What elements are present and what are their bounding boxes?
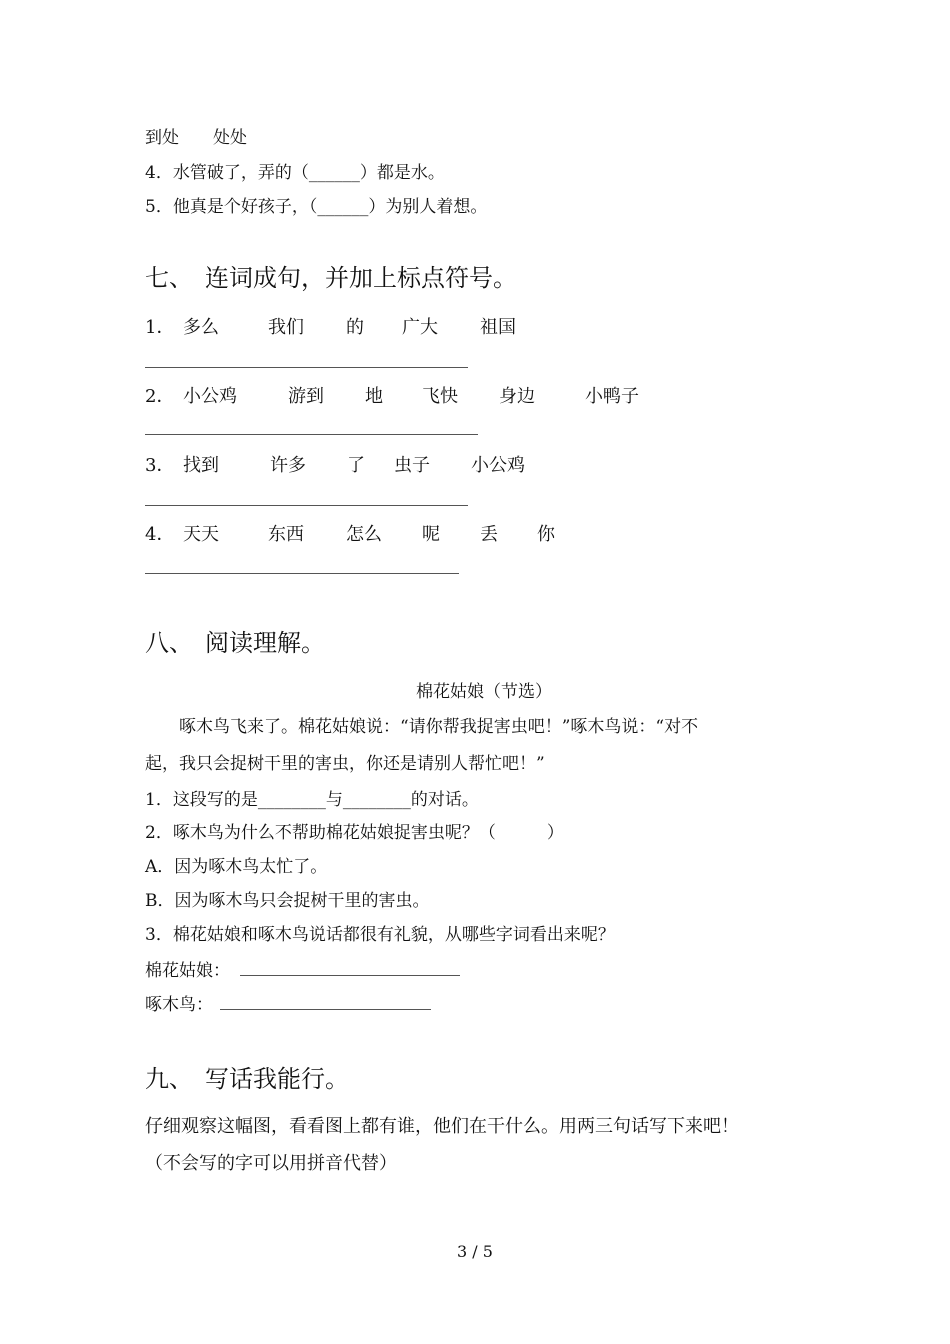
question-8-2: 2．啄木鸟为什么不帮助棉花姑娘捉害虫呢？（ ） xyxy=(145,823,564,843)
word: 虫子 xyxy=(394,455,430,476)
answer-line[interactable] xyxy=(145,434,478,435)
writing-instruction: 仔细观察这幅图，看看图上都有谁，他们在干什么。用两三句话写下来吧！ xyxy=(145,1116,739,1137)
passage-paragraph-line-1: 啄木鸟飞来了。棉花姑娘说：“请你帮我捉害虫吧！”啄木鸟说：“对不 xyxy=(179,717,699,737)
answer-label-woodpecker: 啄木鸟： xyxy=(145,995,213,1015)
question-8-1: 1．这段写的是________与________的对话。 xyxy=(145,790,479,810)
section-9-heading: 九、 写话我能行。 xyxy=(145,1065,349,1093)
item-number: 4． xyxy=(145,524,175,545)
passage-title: 棉花姑娘（节选） xyxy=(416,682,552,702)
word: 地 xyxy=(365,386,383,407)
word: 天天 xyxy=(183,524,219,545)
passage-paragraph-line-2: 起，我只会捉树干里的害虫，你还是请别人帮忙吧！” xyxy=(145,754,545,774)
word: 找到 xyxy=(183,455,219,476)
answer-line[interactable] xyxy=(145,367,468,368)
word: 东西 xyxy=(268,524,304,545)
answer-label-cotton-girl: 棉花姑娘： xyxy=(145,961,230,981)
item-number: 3． xyxy=(145,455,175,476)
option-a: A．因为啄木鸟太忙了。 xyxy=(145,857,328,877)
word: 广大 xyxy=(402,317,438,338)
word-options-line: 到处 处处 xyxy=(145,128,247,148)
word: 我们 xyxy=(268,317,304,338)
option-b: B．因为啄木鸟只会捉树干里的害虫。 xyxy=(145,891,430,911)
question-8-3: 3．棉花姑娘和啄木鸟说话都很有礼貌，从哪些字词看出来呢？ xyxy=(145,925,615,945)
word: 呢 xyxy=(422,524,440,545)
word: 身边 xyxy=(499,386,535,407)
word: 小公鸡 xyxy=(183,386,237,407)
word: 怎么 xyxy=(346,524,382,545)
word: 小公鸡 xyxy=(471,455,525,476)
answer-line[interactable] xyxy=(240,975,460,976)
word: 祖国 xyxy=(480,317,516,338)
word: 多么 xyxy=(183,317,219,338)
writing-note: （不会写的字可以用拼音代替） xyxy=(145,1153,397,1174)
word: 许多 xyxy=(270,455,306,476)
section-8-heading: 八、 阅读理解。 xyxy=(145,629,325,657)
word: 了 xyxy=(347,455,365,476)
word: 丢 xyxy=(480,524,498,545)
word: 飞快 xyxy=(422,386,458,407)
word: 游到 xyxy=(288,386,324,407)
item-number: 1． xyxy=(145,317,175,338)
word: 小鸭子 xyxy=(585,386,639,407)
section-7-heading: 七、 连词成句，并加上标点符号。 xyxy=(145,264,517,292)
page-number: 3 / 5 xyxy=(457,1242,493,1261)
question-6-4: 4．水管破了，弄的（______）都是水。 xyxy=(145,163,445,183)
item-number: 2． xyxy=(145,386,175,407)
answer-line[interactable] xyxy=(145,505,468,506)
word: 你 xyxy=(537,524,555,545)
answer-line[interactable] xyxy=(220,1009,431,1010)
question-6-5: 5．他真是个好孩子，（______）为别人着想。 xyxy=(145,197,488,217)
answer-line[interactable] xyxy=(145,573,459,574)
word: 的 xyxy=(346,317,364,338)
